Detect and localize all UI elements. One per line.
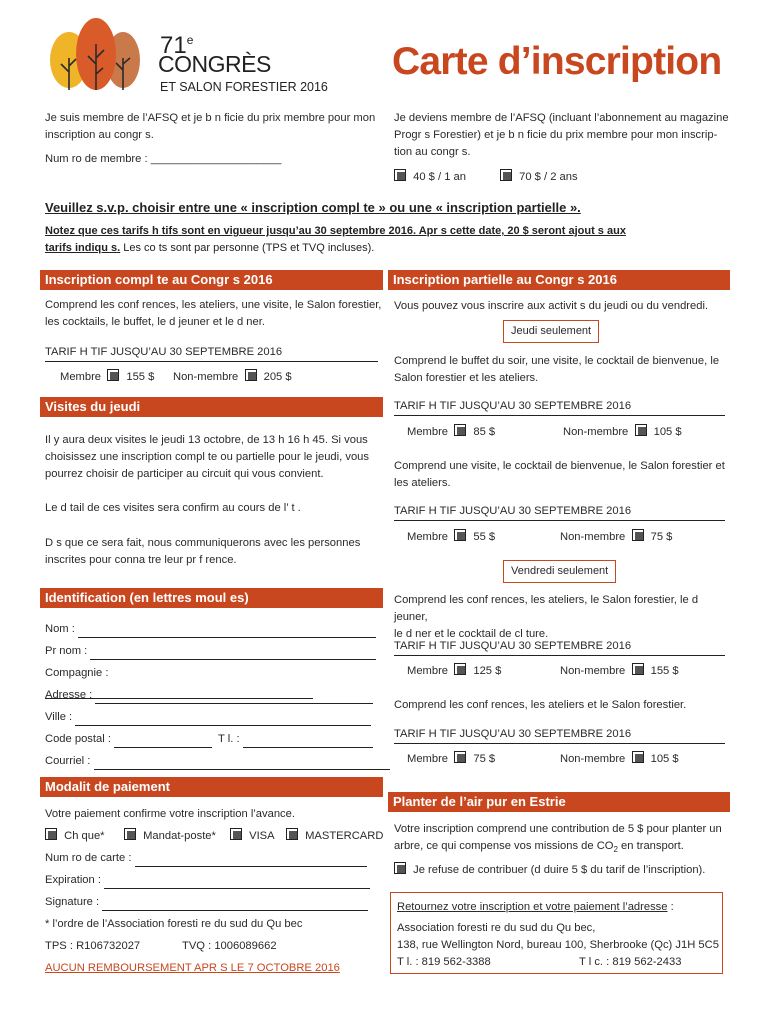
checkbox-icon[interactable] [632,529,644,541]
plant-header: Planter de l’air pur en Estrie [388,792,730,812]
fri1-member[interactable]: Membre 125 $ [407,665,502,677]
price-notice: Notez que ces tarifs h tifs sont en vigueur jusqu’au 30 septembre 2016. Apr s cette date, 20 $ seront ajout s aux tarifs indiqu s. Les co ts sont par personne (TPS et TVQ incluses). [45,225,626,254]
choose-heading: Veuillez s.v.p. choisir entre une « inscription compl te » ou une « inscription partielle ». [45,200,581,215]
return-address: 138, rue Wellington Nord, bureau 100, Sherbrooke (Qc) J1H 5C5 [397,939,719,951]
full-member-option[interactable]: Membre 155 $ [60,371,155,383]
email-field[interactable]: Courriel : [45,753,390,770]
fri2-member[interactable]: Membre 75 $ [407,753,496,765]
intro-right: Je deviens membre de l’AFSQ (incluant l’abonnement au magazine Progr s Forestier) et je b n ficie du prix membre pour mon inscrip- tion au congr s. [394,112,729,158]
payment-header: Modalit de paiement [40,777,383,797]
thu2-nonmember[interactable]: Non-membre 75 $ [560,531,673,543]
checkbox-icon[interactable] [500,169,512,181]
full-registration-header: Inscription compl te au Congr s 2016 [40,270,383,290]
intro-left: Je suis membre de l’AFSQ et je b n ficie du prix membre pour mon inscription au congr s. [45,112,376,141]
postal-code-field[interactable]: Code postal : [45,731,212,748]
payment-mastercard[interactable]: MASTERCARD [286,828,383,845]
checkbox-icon[interactable] [107,369,119,381]
checkbox-icon[interactable] [394,169,406,181]
full-registration-desc: Comprend les conf rences, les ateliers, une visite, le Salon forestier, les cocktails, le buffet, le d jeuner et le d ner. [45,299,382,328]
fri1-nonmember[interactable]: Non-membre 155 $ [560,665,679,677]
visits-header: Visites du jeudi [40,397,383,417]
thu1-tarif: TARIF H TIF JUSQU’AU 30 SEPTEMBRE 2016 [394,398,725,416]
identification-header: Identification (en lettres moul es) [40,588,383,608]
checkbox-icon[interactable] [454,529,466,541]
checkbox-icon[interactable] [230,828,242,840]
return-title: Retournez votre inscription et votre paiement l’adresse : [397,901,674,913]
checkbox-icon[interactable] [635,424,647,436]
checkbox-icon[interactable] [124,828,136,840]
plant-desc: Votre inscription comprend une contribution de 5 $ pour planter un arbre, ce qui compense vos missions de $CO_2$ en transport. [394,823,722,855]
checkbox-icon[interactable] [454,663,466,675]
visits-p3: D s que ce sera fait, nous communiquerons avec les personnes inscrites pour conna tre leur pr f rence. [45,537,361,566]
firstname-field[interactable]: Pr nom : [45,643,378,660]
thu2-tarif: TARIF H TIF JUSQU’AU 30 SEPTEMBRE 2016 [394,503,725,521]
checkbox-icon[interactable] [286,828,298,840]
logo-trees-icon [45,14,145,94]
phone-field[interactable]: T l. : [218,731,373,748]
thursday-only-label: Jeudi seulement [503,320,599,343]
fri2-nonmember[interactable]: Non-membre 105 $ [560,753,679,765]
address-field[interactable]: Adresse : [45,687,378,704]
company-field[interactable]: Compagnie : [45,665,378,699]
fri1-tarif: TARIF H TIF JUSQU’AU 30 SEPTEMBRE 2016 [394,638,725,656]
checkbox-icon[interactable] [632,663,644,675]
member-number-field[interactable]: Num ro de membre : _____________________ [45,153,282,165]
fri1-desc: Comprend les conf rences, les ateliers, le Salon forestier, le d jeuner, le d ner et le cocktail de cl ture. [394,594,699,640]
checkbox-icon[interactable] [245,369,257,381]
return-address-box [390,892,723,974]
logo-title: CONGRÈS [158,51,271,77]
membership-1year[interactable]: 40 $ / 1 an [394,169,466,186]
visits-p2: Le d tail de ces visites sera confirm au cours de l’ t . [45,502,301,514]
return-fax: T l c. : 819 562-2433 [579,956,682,968]
thu2-desc: Comprend une visite, le cocktail de bienvenue, le Salon forestier et les ateliers. [394,460,725,489]
full-nonmember-option[interactable]: Non-membre 205 $ [173,371,292,383]
payment-visa[interactable]: VISA [230,828,275,845]
return-phone: T l. : 819 562-3388 [397,956,491,968]
checkbox-icon[interactable] [454,424,466,436]
checkbox-icon[interactable] [394,862,406,874]
checkbox-icon[interactable] [454,751,466,763]
city-field[interactable]: Ville : [45,709,378,726]
friday-only-label: Vendredi seulement [503,560,616,583]
checkbox-icon[interactable] [632,751,644,763]
tps-number: TPS : R106732027 [45,940,141,952]
card-number-field[interactable]: Num ro de carte : [45,850,367,867]
no-refund-notice: AUCUN REMBOURSEMENT APR S LE 7 OCTOBRE 2016 [45,962,340,974]
visits-p1: Il y aura deux visites le jeudi 13 octobre, de 13 h 16 h 45. Si vous choisissez une inscription compl te ou partielle pour le jeudi, vous pourrez choisir de participer au circuit qui vous convient. [45,434,369,480]
thu1-desc: Comprend le buffet du soir, une visite, le cocktail de bienvenue, le Salon forestier et les ateliers. [394,355,720,384]
expiry-field[interactable]: Expiration : [45,872,370,889]
thu1-nonmember[interactable]: Non-membre 105 $ [563,426,682,438]
payment-cheque[interactable]: Ch que* [45,828,105,845]
thu2-member[interactable]: Membre 55 $ [407,531,496,543]
payment-money-order[interactable]: Mandat-poste* [124,828,216,845]
membership-2years[interactable]: 70 $ / 2 ans [500,169,578,186]
payment-confirm: Votre paiement confirme votre inscription l’avance. [45,808,295,820]
fri2-desc: Comprend les conf rences, les ateliers et le Salon forestier. [394,699,687,711]
page-title: Carte d’inscription [392,40,722,83]
partial-intro: Vous pouvez vous inscrire aux activit s du jeudi ou du vendredi. [394,300,709,312]
tvq-number: TVQ : 1006089662 [182,940,277,952]
cheque-order-note: * l’ordre de l’Association foresti re du sud du Qu bec [45,918,303,930]
full-tarif: TARIF H TIF JUSQU’AU 30 SEPTEMBRE 2016 [45,344,378,362]
fri2-tarif: TARIF H TIF JUSQU’AU 30 SEPTEMBRE 2016 [394,726,725,744]
name-field[interactable]: Nom : [45,621,378,638]
partial-registration-header: Inscription partielle au Congr s 2016 [388,270,730,290]
refuse-contribution-option[interactable]: Je refuse de contribuer (d duire 5 $ du tarif de l’inscription). [394,862,705,879]
return-org: Association foresti re du sud du Qu bec, [397,922,596,934]
checkbox-icon[interactable] [45,828,57,840]
thu1-member[interactable]: Membre 85 $ [407,426,496,438]
logo-subtitle: ET SALON FORESTIER 2016 [160,80,328,94]
return-contacts [391,954,722,971]
logo-number: 71e [160,32,194,59]
signature-field[interactable]: Signature : [45,894,368,911]
